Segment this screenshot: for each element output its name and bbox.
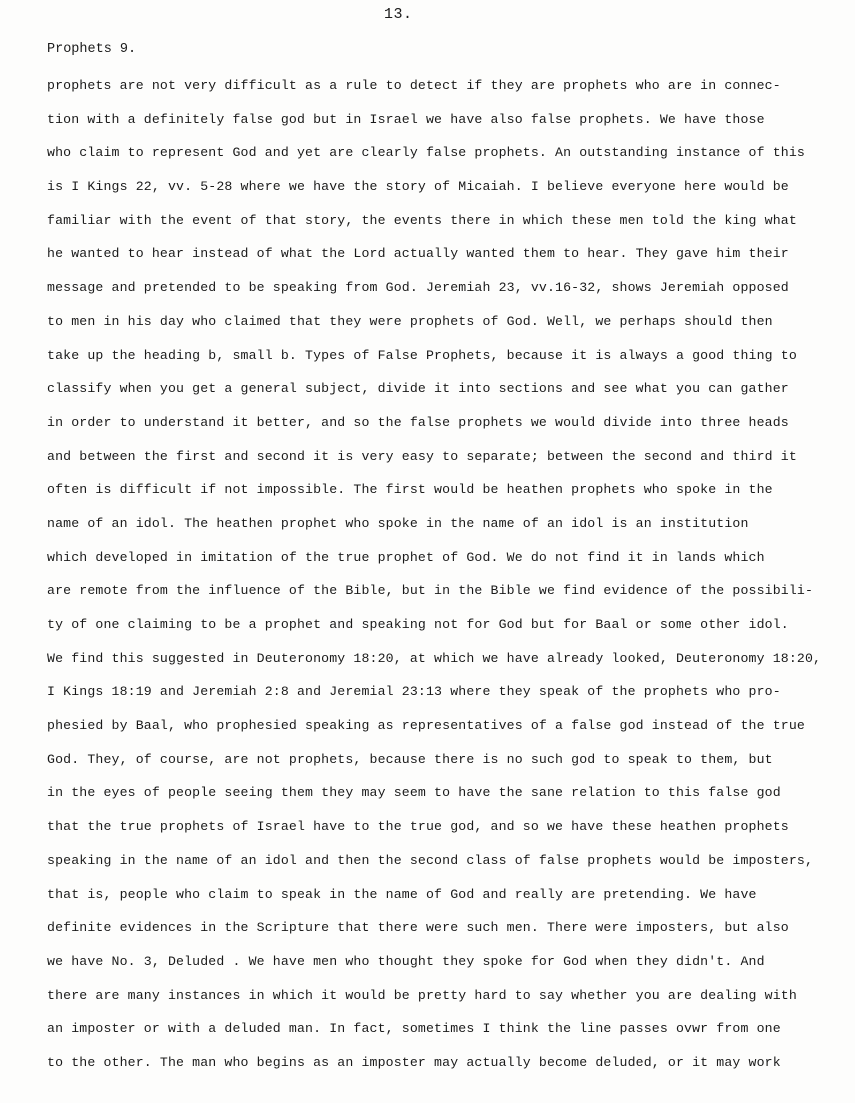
text-line: who claim to represent God and yet are clearly false prophets. An outstanding instance of this xyxy=(47,145,805,161)
text-line: in the eyes of people seeing them they may seem to have the sane relation to this false god xyxy=(47,785,781,801)
text-line: God. They, of course, are not prophets, because there is no such god to speak to them, but xyxy=(47,751,773,767)
text-line: are remote from the influence of the Bible, but in the Bible we find evidence of the possibili- xyxy=(47,583,814,599)
text-line: and between the first and second it is very easy to separate; between the second and third it xyxy=(47,448,797,464)
page-number: 13. xyxy=(384,6,413,23)
text-line: which developed in imitation of the true prophet of God. We do not find it in lands which xyxy=(47,549,765,565)
text-line: he wanted to hear instead of what the Lord actually wanted them to hear. They gave him their xyxy=(47,246,789,262)
text-line: we have No. 3, Deluded . We have men who thought they spoke for God when they didn't. And xyxy=(47,953,765,969)
text-line: an imposter or with a deluded man. In fact, sometimes I think the line passes ovwr from one xyxy=(47,1021,781,1037)
body-text xyxy=(47,69,847,1080)
text-line: ty of one claiming to be a prophet and speaking not for God but for Baal or some other idol. xyxy=(47,617,789,632)
text-line: familiar with the event of that story, the events there in which these men told the king what xyxy=(47,212,797,228)
text-line: to the other. The man who begins as an imposter may actually become deluded, or it may work xyxy=(47,1054,781,1070)
text-line: take up the heading b, small b. Types of False Prophets, because it is always a good thing to xyxy=(47,347,797,363)
text-line: often is difficult if not impossible. The first would be heathen prophets who spoke in the xyxy=(47,482,773,498)
text-line: definite evidences in the Scripture that there were such men. There were imposters, but also xyxy=(47,920,789,936)
text-line: message and pretended to be speaking from God. Jeremiah 23, vv.16-32, shows Jeremiah opposed xyxy=(47,280,789,296)
text-line: to men in his day who claimed that they were prophets of God. Well, we perhaps should then xyxy=(47,313,773,329)
text-line: that is, people who claim to speak in the name of God and really are pretending. We have xyxy=(47,886,757,902)
text-line: prophets are not very difficult as a rule to detect if they are prophets who are in connec- xyxy=(47,78,781,93)
text-line: speaking in the name of an idol and then the second class of false prophets would be imposters, xyxy=(47,852,814,868)
text-line: there are many instances in which it would be pretty hard to say whether you are dealing with xyxy=(47,987,797,1003)
text-line: classify when you get a general subject, divide it into sections and see what you can gather xyxy=(47,381,789,397)
text-line: We find this suggested in Deuteronomy 18:20, at which we have already looked, Deuteronomy 18:20, xyxy=(47,650,822,666)
text-line: I Kings 18:19 and Jeremiah 2:8 and Jeremial 23:13 where they speak of the prophets who pro- xyxy=(47,684,781,700)
section-header: Prophets 9. xyxy=(47,42,137,57)
text-line: in order to understand it better, and so the false prophets we would divide into three heads xyxy=(47,414,789,430)
text-line: name of an idol. The heathen prophet who spoke in the name of an idol is an institution xyxy=(47,515,749,531)
text-line: phesied by Baal, who prophesied speaking as representatives of a false god instead of the true xyxy=(47,718,805,734)
text-line: that the true prophets of Israel have to the true god, and so we have these heathen prophets xyxy=(47,819,789,835)
text-line: tion with a definitely false god but in Israel we have also false prophets. We have those xyxy=(47,111,765,127)
text-line: is I Kings 22, vv. 5-28 where we have the story of Micaiah. I believe everyone here would be xyxy=(47,179,789,195)
